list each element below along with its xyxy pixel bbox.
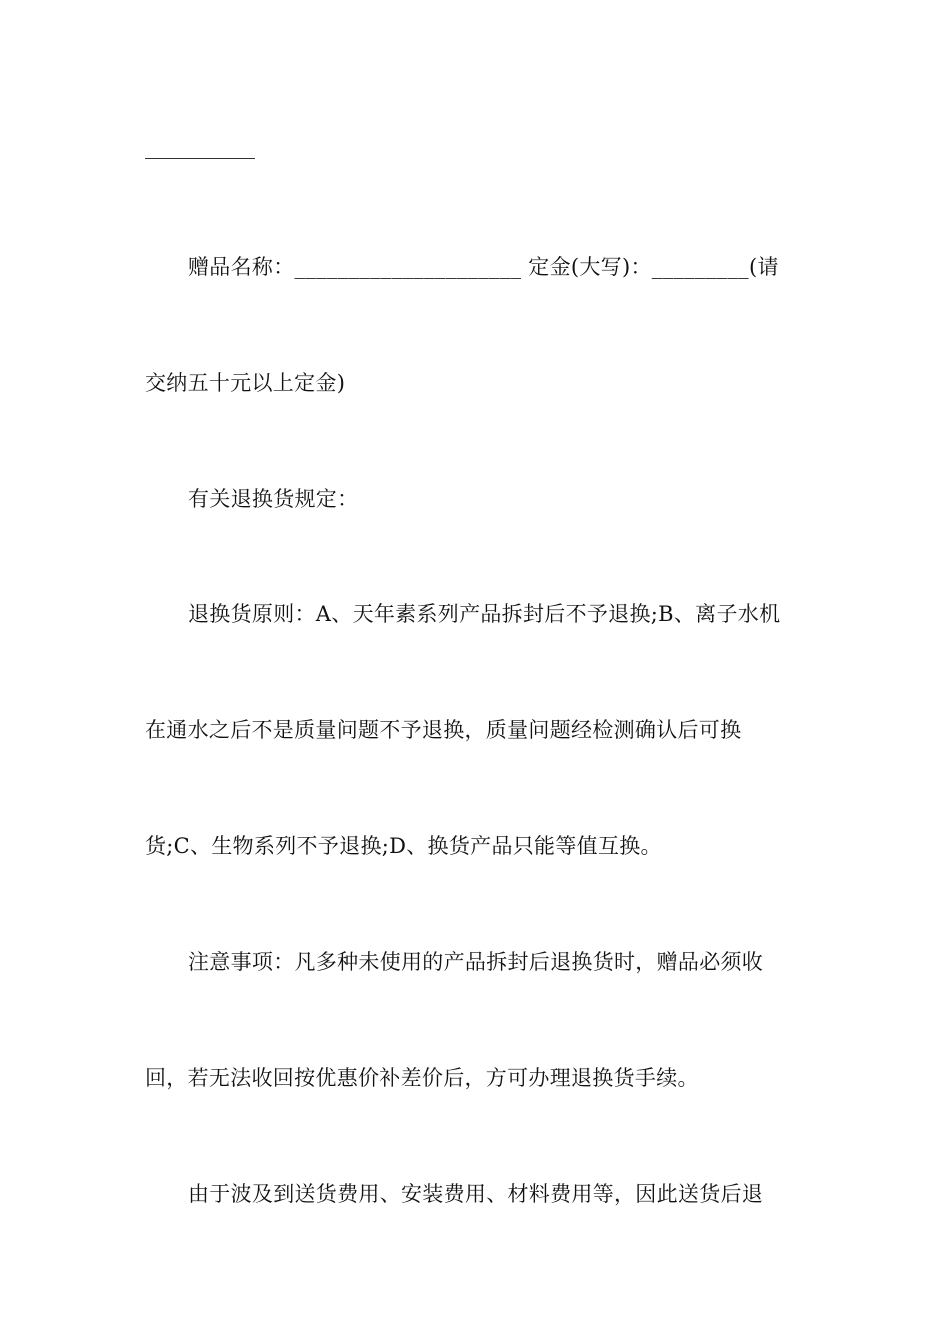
blank-underline [145, 158, 255, 159]
notice-line-2: 回，若无法收回按优惠价补差价后，方可办理退换货手续。 [145, 1066, 699, 1090]
delivery-cost-line: 由于波及到送货费用、安装费用、材料费用等，因此送货后退 [188, 1182, 764, 1206]
notice-line-1: 注意事项：凡多种未使用的产品拆封后退换货时，赠品必须收 [188, 950, 764, 974]
return-policy-heading: 有关退换货规定： [188, 487, 359, 511]
return-principle-line-1: 退换货原则：A、天年素系列产品拆封后不予退换;B、离子水机 [188, 602, 781, 626]
gift-and-deposit-line: 赠品名称：_____________________ 定金(大写)：_________(请 [188, 255, 779, 279]
return-principle-line-3: 货;C、生物系列不予退换;D、换货产品只能等值互换。 [145, 834, 662, 858]
return-principle-line-2: 在通水之后不是质量问题不予退换，质量问题经检测确认后可换 [145, 718, 742, 742]
deposit-note-line: 交纳五十元以上定金) [145, 371, 346, 395]
